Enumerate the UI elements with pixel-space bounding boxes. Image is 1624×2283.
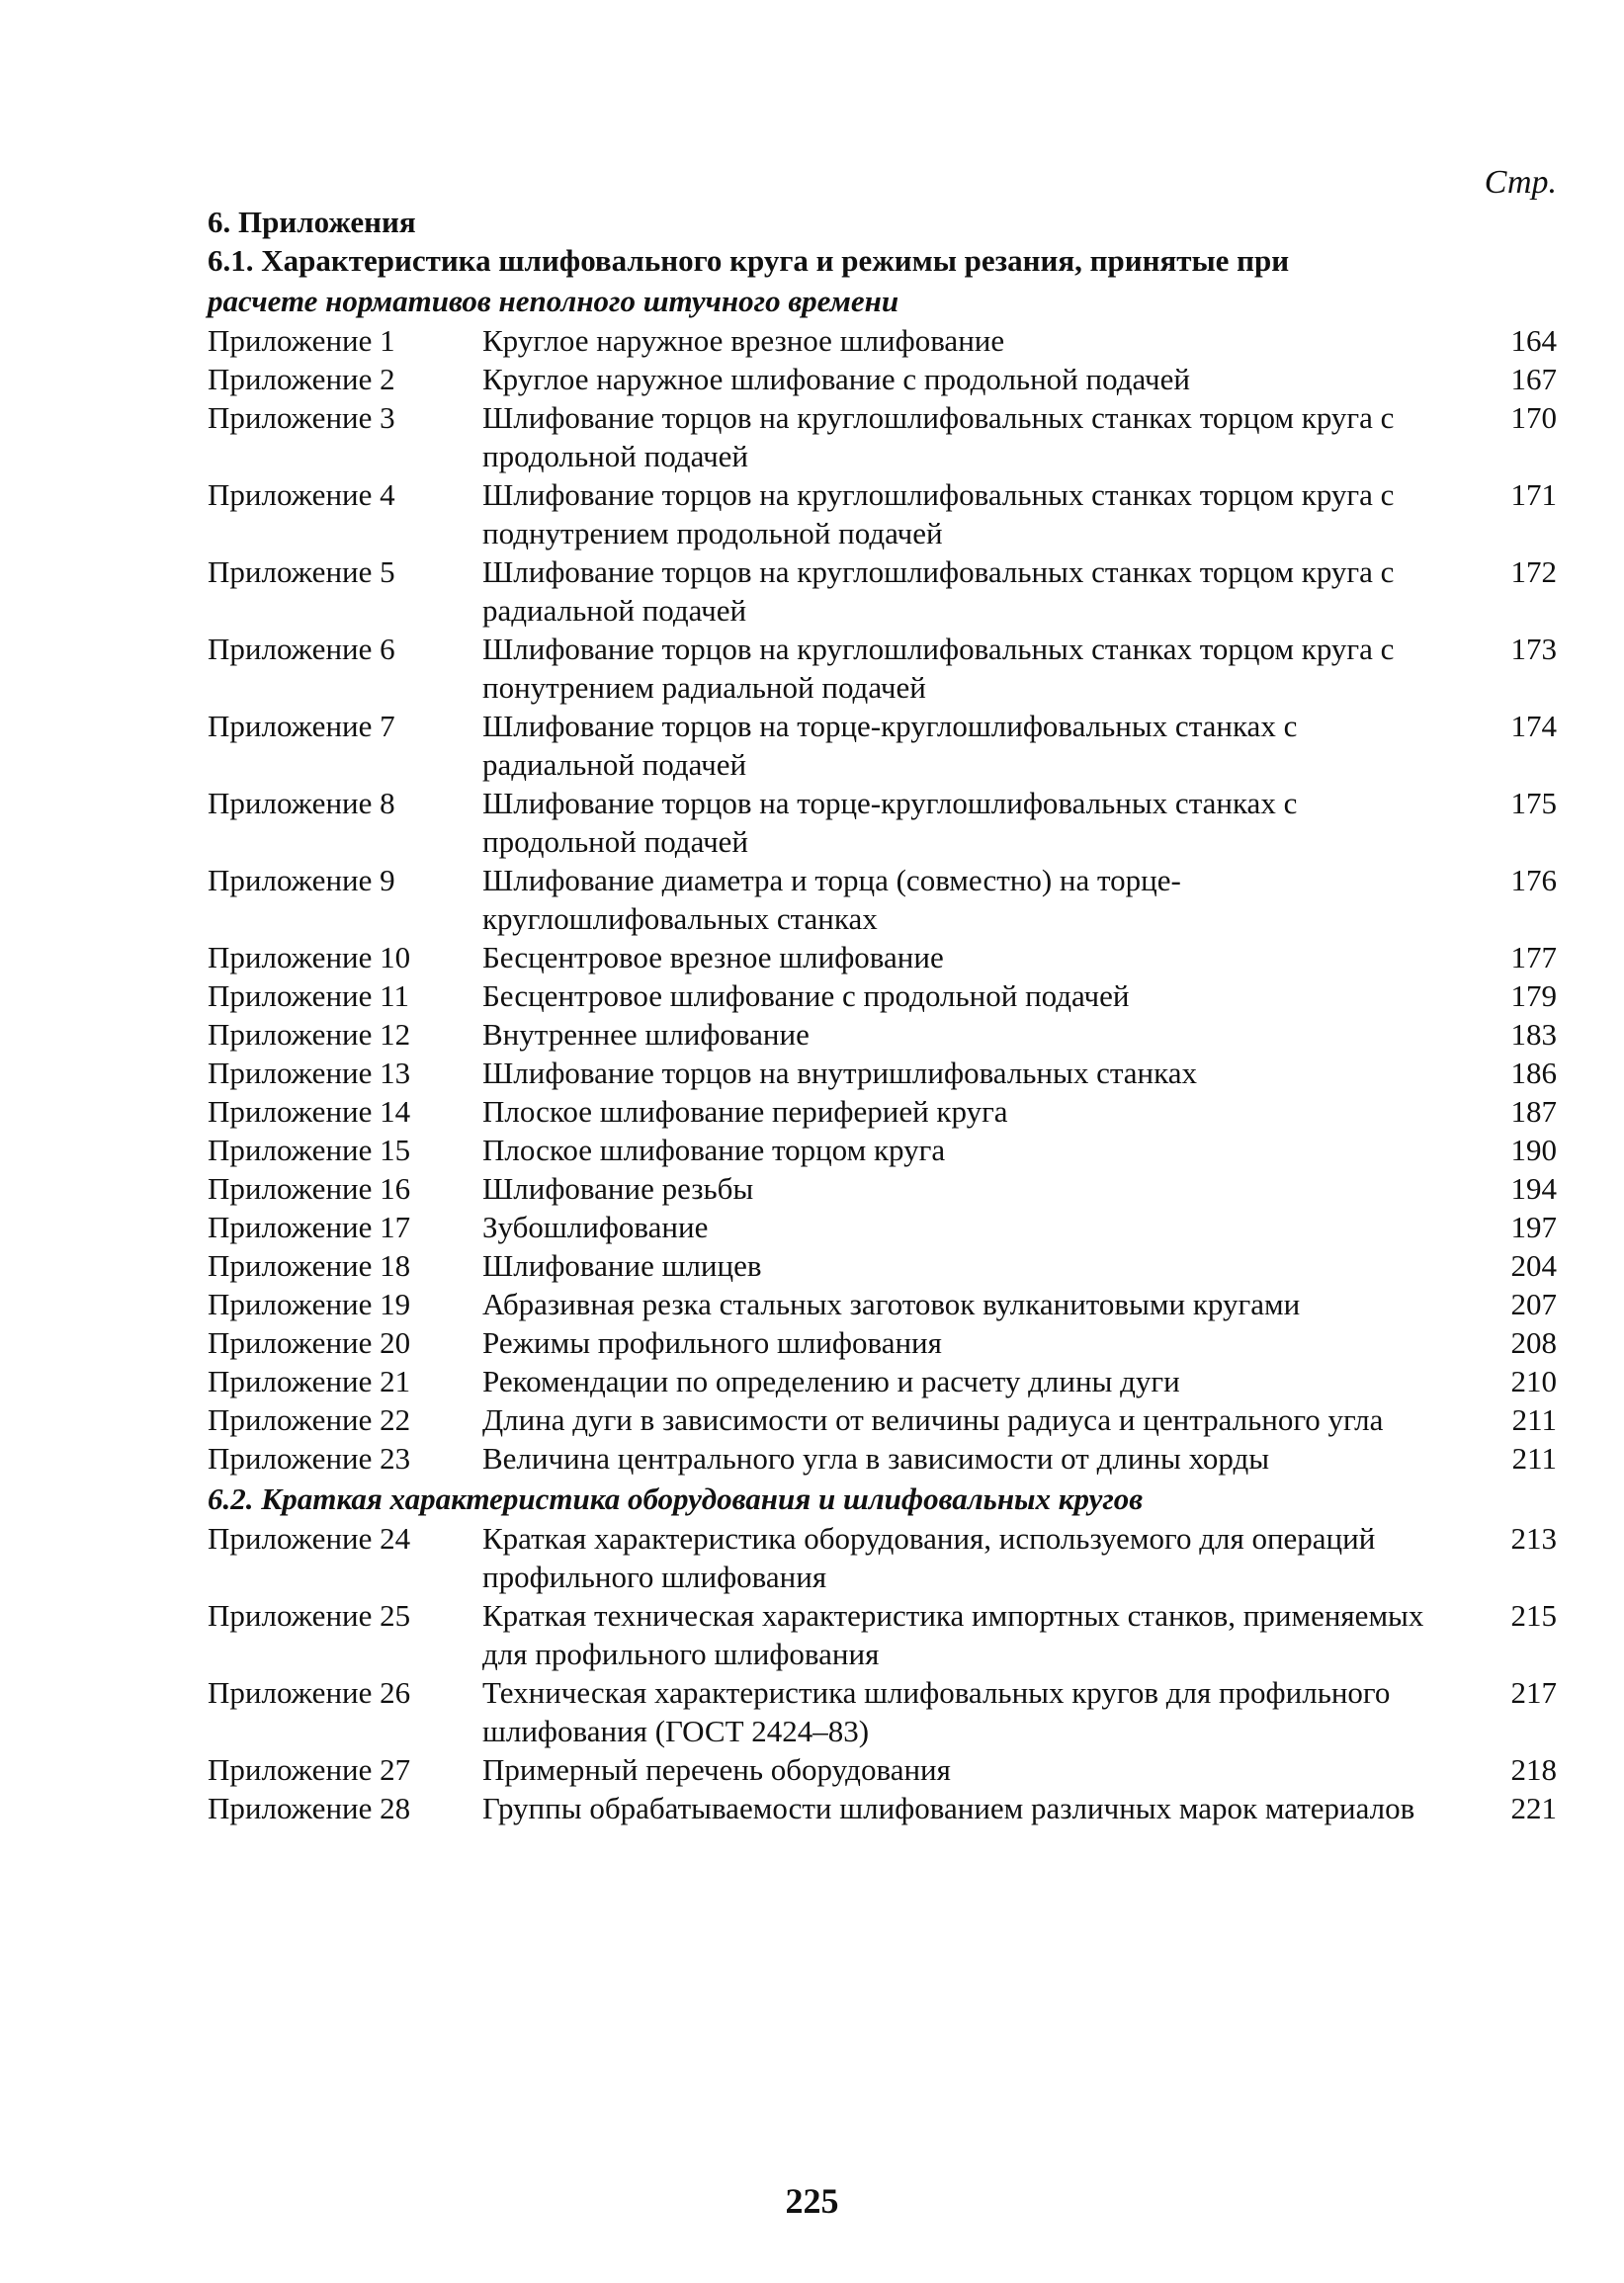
- toc-entry-title: Шлифование торцов на круглошлифовальных станках торцом круга с продольной подачей: [482, 400, 1395, 473]
- toc-entry-title: Величина центрального угла в зависимости от длины хорды: [482, 1441, 1270, 1476]
- toc-entry-page: 175: [1510, 786, 1557, 820]
- toc-entry-title: Шлифование резьбы: [482, 1171, 754, 1206]
- toc-entry-label: Приложение 4: [208, 477, 395, 512]
- toc-entry-page: 213: [1510, 1521, 1557, 1556]
- toc-entry-title: Внутреннее шлифование: [482, 1017, 810, 1052]
- toc-entry: [208, 1596, 1557, 1673]
- toc-entry-page: 194: [1510, 1171, 1557, 1206]
- toc-entry-title: Круглое наружное шлифование с продольной подачей: [482, 362, 1190, 396]
- toc-entry-page: 208: [1510, 1325, 1557, 1360]
- toc-entry-label: Приложение 16: [208, 1171, 411, 1206]
- toc-entry-label: Приложение 1: [208, 323, 395, 358]
- section-6-2-title: 6.2. Краткая характеристика оборудования и шлифовальных кругов: [208, 1481, 1144, 1516]
- section-6-1-list: [208, 321, 1557, 1478]
- toc-entry: [208, 475, 1557, 552]
- toc-entry-title: Шлифование торцов на внутришлифовальных станках: [482, 1056, 1197, 1090]
- toc-entry: [208, 861, 1557, 938]
- toc-entry: [208, 360, 1557, 398]
- toc-entry-label: Приложение 24: [208, 1521, 411, 1556]
- toc-entry-page: 207: [1510, 1287, 1557, 1321]
- section-6-title: 6. Приложения: [208, 205, 416, 239]
- toc-entry-title: Зубошлифование: [482, 1210, 709, 1244]
- toc-entry-page: 170: [1510, 400, 1557, 435]
- toc-entry-title: Шлифование торцов на круглошлифовальных станках торцом круга с поднутрением продольной подачей: [482, 477, 1395, 550]
- toc-entry-label: Приложение 14: [208, 1094, 411, 1129]
- toc-entry-title: Шлифование торцов на торце-круглошлифовальных станках с продольной подачей: [482, 786, 1298, 859]
- toc-entry-page: 167: [1510, 362, 1557, 396]
- toc-entry: [208, 1673, 1557, 1750]
- toc-entry: [208, 552, 1557, 630]
- toc-entry-title: Плоское шлифование торцом круга: [482, 1133, 946, 1167]
- toc-entry-label: Приложение 25: [208, 1598, 411, 1633]
- toc-entry: [208, 1439, 1557, 1478]
- toc-entry-label: Приложение 8: [208, 786, 395, 820]
- toc-entry-page: 204: [1510, 1248, 1557, 1283]
- toc-entry-label: Приложение 26: [208, 1675, 411, 1710]
- toc-entry-title: Шлифование торцов на круглошлифовальных станках торцом круга с понутрением радиальной подачей: [482, 632, 1395, 705]
- toc-entry-title: Примерный перечень оборудования: [482, 1752, 951, 1787]
- toc-entry-title: Шлифование торцов на торце-круглошлифовальных станках с радиальной подачей: [482, 709, 1298, 782]
- toc-entry: [208, 321, 1557, 360]
- toc-entry-label: Приложение 7: [208, 709, 395, 743]
- toc-entry-label: Приложение 2: [208, 362, 395, 396]
- toc-entry: [208, 707, 1557, 784]
- toc-entry: [208, 1400, 1557, 1439]
- toc-entry: [208, 1519, 1557, 1596]
- toc-entry-label: Приложение 23: [208, 1441, 411, 1476]
- toc-entry-page: 217: [1510, 1675, 1557, 1710]
- toc-entry: [208, 976, 1557, 1015]
- toc-entry-page: 221: [1510, 1791, 1557, 1825]
- toc-entry-label: Приложение 10: [208, 940, 411, 974]
- toc-entry-page: 215: [1510, 1598, 1557, 1633]
- toc-entry-title: Шлифование торцов на круглошлифовальных станках торцом круга с радиальной подачей: [482, 554, 1395, 628]
- toc-entry: [208, 630, 1557, 707]
- section-6-1-title-line1: 6.1. Характеристика шлифовального круга и режимы резания, принятые при: [208, 243, 1290, 278]
- toc-entry: [208, 1750, 1557, 1789]
- toc-entry-label: Приложение 19: [208, 1287, 411, 1321]
- toc-entry-label: Приложение 12: [208, 1017, 411, 1052]
- toc-entry-title: Техническая характеристика шлифовальных кругов для профильного шлифования (ГОСТ 2424–83): [482, 1675, 1391, 1748]
- toc-entry-page: 211: [1511, 1441, 1557, 1476]
- toc-entry-title: Плоское шлифование периферией круга: [482, 1094, 1008, 1129]
- page-column-label: Стр.: [1484, 164, 1557, 201]
- toc-entry-label: Приложение 21: [208, 1364, 411, 1398]
- toc-entry: [208, 938, 1557, 976]
- toc-entry-label: Приложение 3: [208, 400, 395, 435]
- toc-entry-title: Рекомендации по определению и расчету длины дуги: [482, 1364, 1180, 1398]
- toc-entry-label: Приложение 20: [208, 1325, 411, 1360]
- toc-entry-page: 211: [1511, 1402, 1557, 1437]
- toc-entry-title: Шлифование диаметра и торца (совместно) на торце-круглошлифовальных станках: [482, 863, 1181, 936]
- toc-entry-label: Приложение 13: [208, 1056, 411, 1090]
- toc-entry-page: 172: [1510, 554, 1557, 589]
- toc-entry-page: 218: [1510, 1752, 1557, 1787]
- toc-entry: [208, 1362, 1557, 1400]
- toc-entry-page: 183: [1510, 1017, 1557, 1052]
- toc-entry-title: Шлифование шлицев: [482, 1248, 762, 1283]
- toc-entry-title: Абразивная резка стальных заготовок вулканитовыми кругами: [482, 1287, 1301, 1321]
- toc-entry-title: Краткая характеристика оборудования, используемого для операций профильного шлифования: [482, 1521, 1376, 1594]
- toc-entry-page: 187: [1510, 1094, 1557, 1129]
- toc-entry: [208, 398, 1557, 475]
- toc-entry-page: 171: [1510, 477, 1557, 512]
- toc-entry-label: Приложение 18: [208, 1248, 411, 1283]
- toc-entry-label: Приложение 5: [208, 554, 395, 589]
- toc-entry: [208, 1092, 1557, 1131]
- toc-entry-page: 186: [1510, 1056, 1557, 1090]
- toc-entry: [208, 1285, 1557, 1323]
- toc-entry: [208, 784, 1557, 861]
- toc-entry-page: 173: [1510, 632, 1557, 666]
- toc-entry-page: 174: [1510, 709, 1557, 743]
- toc-entry-label: Приложение 22: [208, 1402, 411, 1437]
- toc-entry-title: Группы обрабатываемости шлифованием различных марок материалов: [482, 1791, 1415, 1825]
- toc-entry-page: 197: [1510, 1210, 1557, 1244]
- toc-entry: [208, 1131, 1557, 1169]
- toc-entry-label: Приложение 27: [208, 1752, 411, 1787]
- toc-entry: [208, 1789, 1557, 1827]
- toc-entry-title: Круглое наружное врезное шлифование: [482, 323, 1005, 358]
- toc-entry-page: 179: [1510, 978, 1557, 1013]
- toc-entry-label: Приложение 17: [208, 1210, 411, 1244]
- toc-entry-label: Приложение 15: [208, 1133, 411, 1167]
- page-number: 225: [785, 2181, 839, 2221]
- toc-entry: [208, 1246, 1557, 1285]
- toc-entry-title: Длина дуги в зависимости от величины радиуса и центрального угла: [482, 1402, 1384, 1437]
- toc-entry: [208, 1015, 1557, 1054]
- toc-entry-page: 176: [1510, 863, 1557, 897]
- toc-entry-page: 190: [1510, 1133, 1557, 1167]
- toc-entry-page: 164: [1510, 323, 1557, 358]
- toc-entry: [208, 1169, 1557, 1208]
- toc-entry-label: Приложение 11: [208, 978, 409, 1013]
- toc-entry-label: Приложение 6: [208, 632, 395, 666]
- toc-entry-title: Бесцентровое врезное шлифование: [482, 940, 944, 974]
- section-6-1-title-line2: расчете нормативов неполного штучного времени: [208, 284, 899, 318]
- toc-entry-title: Краткая техническая характеристика импортных станков, применяемых для профильного шлифования: [482, 1598, 1424, 1671]
- contents-page: [208, 163, 1557, 1827]
- toc-entry-label: Приложение 9: [208, 863, 395, 897]
- toc-entry-page: 210: [1510, 1364, 1557, 1398]
- toc-entry-label: Приложение 28: [208, 1791, 411, 1825]
- toc-entry-title: Режимы профильного шлифования: [482, 1325, 942, 1360]
- toc-entry: [208, 1208, 1557, 1246]
- toc-entry: [208, 1054, 1557, 1092]
- section-6-2-list: [208, 1519, 1557, 1827]
- toc-entry-page: 177: [1510, 940, 1557, 974]
- toc-entry: [208, 1323, 1557, 1362]
- toc-entry-title: Бесцентровое шлифование с продольной подачей: [482, 978, 1130, 1013]
